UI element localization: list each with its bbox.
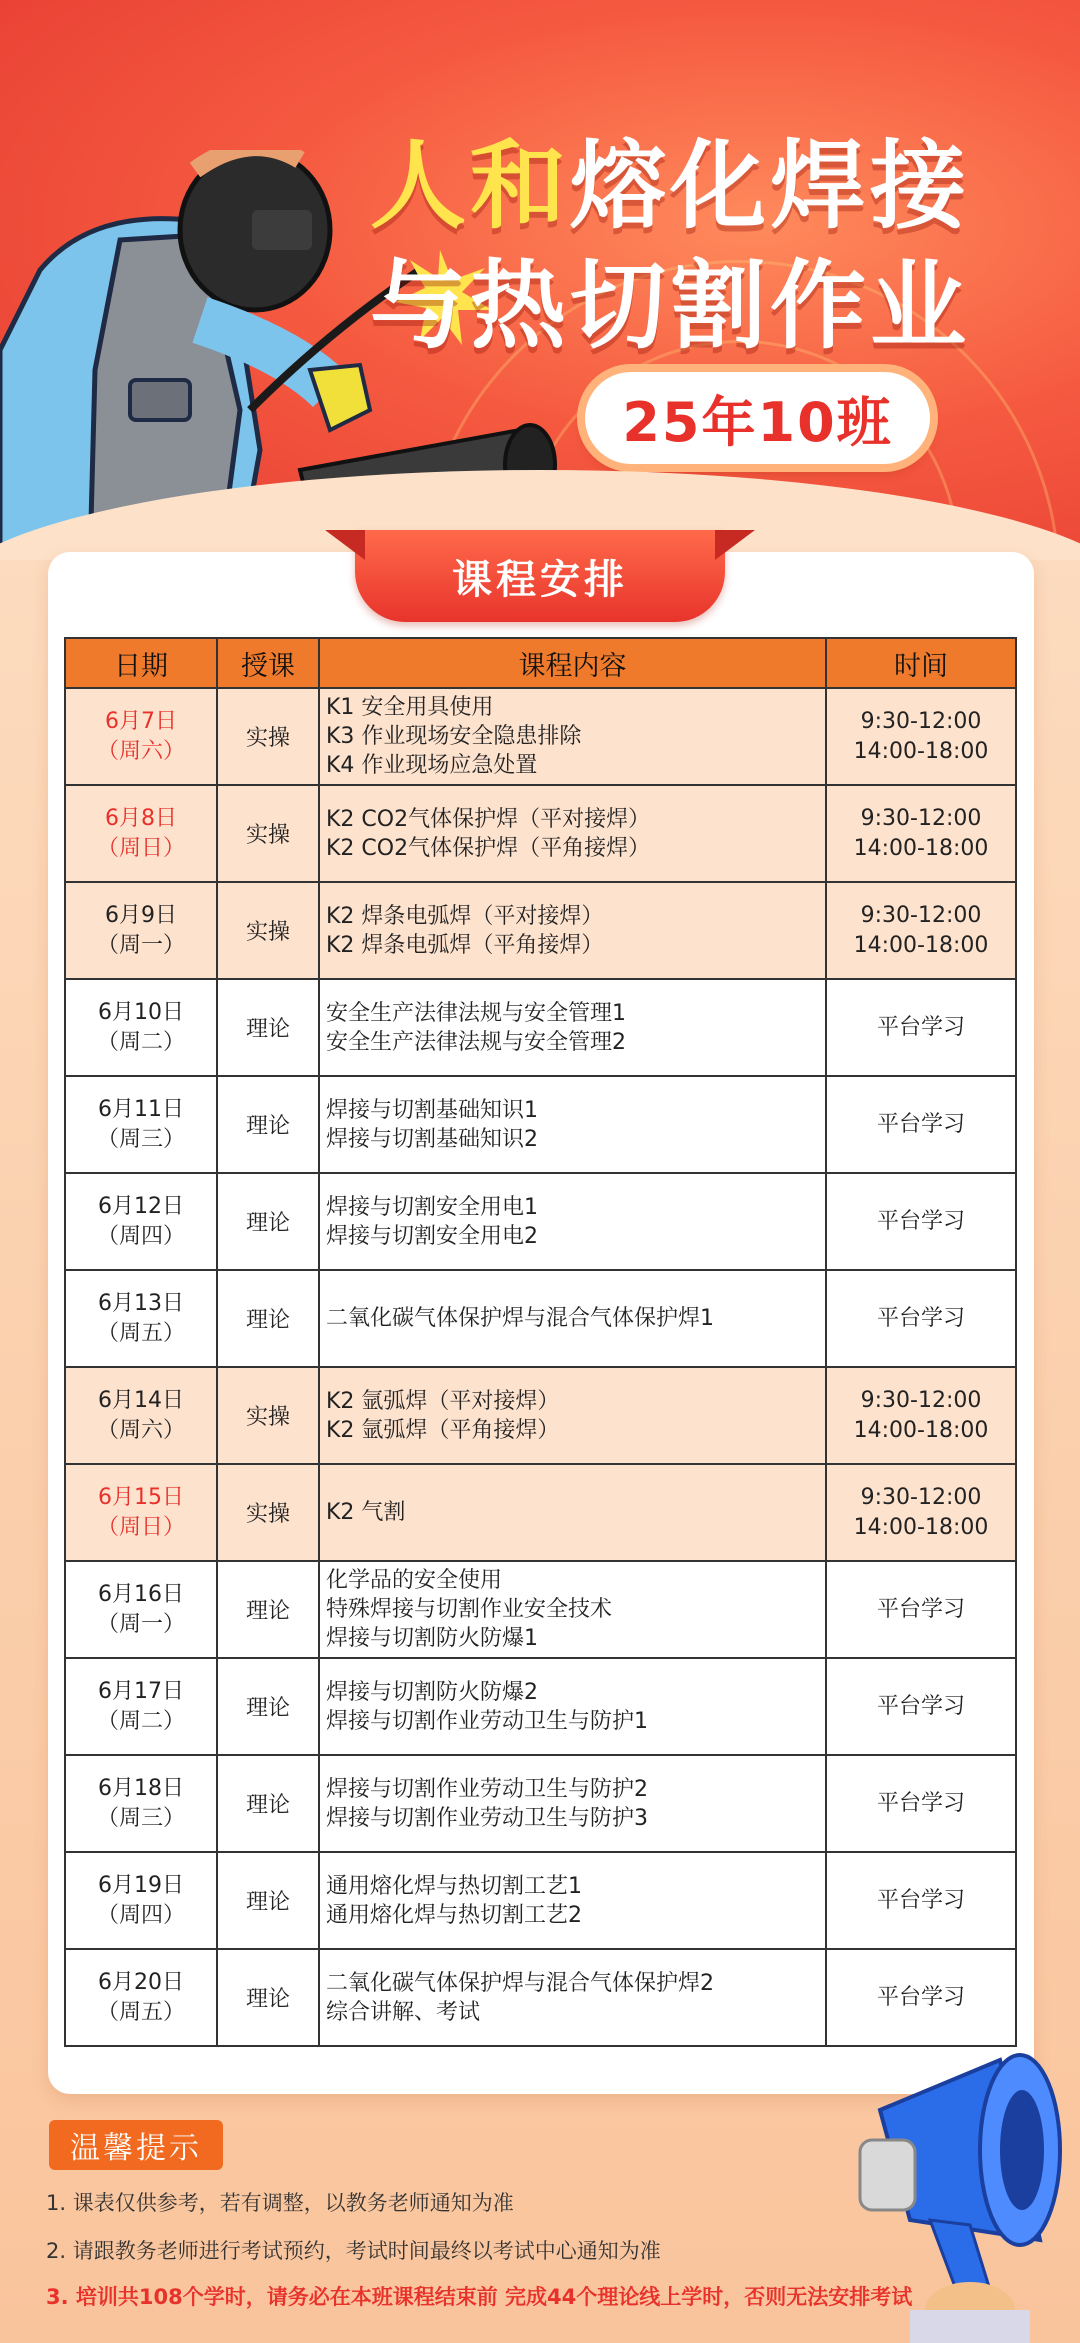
table-row bbox=[65, 1367, 1016, 1464]
row-date bbox=[65, 785, 217, 882]
row-time-line: 9:30-12:00 bbox=[860, 805, 982, 831]
row-time bbox=[826, 1076, 1016, 1173]
row-date-day: 6月10日 bbox=[98, 999, 184, 1025]
row-date-weekday: （周日） bbox=[96, 1514, 185, 1540]
row-time-line: 平台学习 bbox=[876, 1208, 965, 1234]
row-date-weekday: （周二） bbox=[96, 1708, 185, 1734]
table-row bbox=[65, 979, 1016, 1076]
row-content-line: K4 作业现场应急处置 bbox=[326, 753, 538, 778]
row-content-line: 安全生产法律法规与安全管理1 bbox=[326, 1000, 626, 1026]
table-row bbox=[65, 882, 1016, 979]
hero-title-rest: 熔化焊接 bbox=[570, 130, 970, 242]
column-header-time: 时间 bbox=[826, 638, 1016, 688]
tip-item-1: 1. 课表仅供参考，若有调整，以教务老师通知为准 bbox=[46, 2191, 514, 2215]
row-time-line: 平台学习 bbox=[876, 1111, 965, 1137]
row-time bbox=[826, 979, 1016, 1076]
row-type: 理论 bbox=[217, 979, 319, 1076]
row-time bbox=[826, 1464, 1016, 1561]
row-date-weekday: （周一） bbox=[96, 1611, 185, 1637]
row-content bbox=[319, 1464, 826, 1561]
row-time-line: 平台学习 bbox=[876, 1790, 965, 1816]
row-content-line: K1 安全用具使用 bbox=[326, 695, 494, 720]
row-content-line: K2 焊条电弧焊（平角接焊） bbox=[326, 932, 604, 958]
row-date-day: 6月12日 bbox=[98, 1193, 184, 1219]
row-date bbox=[65, 1561, 217, 1658]
row-content bbox=[319, 882, 826, 979]
row-date bbox=[65, 688, 217, 785]
row-date-day: 6月7日 bbox=[105, 708, 177, 734]
row-date bbox=[65, 1270, 217, 1367]
row-content bbox=[319, 1852, 826, 1949]
row-content-line: 特殊焊接与切割作业安全技术 bbox=[326, 1597, 613, 1622]
row-date-weekday: （周日） bbox=[96, 835, 185, 861]
row-date-day: 6月13日 bbox=[98, 1290, 184, 1316]
class-label-badge: 25年10班 bbox=[585, 372, 930, 464]
row-type: 理论 bbox=[217, 1658, 319, 1755]
row-date bbox=[65, 1755, 217, 1852]
row-date-day: 6月15日 bbox=[98, 1484, 184, 1510]
row-time-line: 平台学习 bbox=[876, 1984, 965, 2010]
row-type: 理论 bbox=[217, 1076, 319, 1173]
row-date-day: 6月16日 bbox=[98, 1581, 184, 1607]
table-row bbox=[65, 1173, 1016, 1270]
megaphone-icon bbox=[850, 2040, 1080, 2343]
row-time bbox=[826, 1755, 1016, 1852]
row-date bbox=[65, 1464, 217, 1561]
hero-banner bbox=[0, 0, 1080, 560]
row-time bbox=[826, 1270, 1016, 1367]
row-date bbox=[65, 979, 217, 1076]
row-time-line: 平台学习 bbox=[876, 1305, 965, 1331]
row-content-line: 焊接与切割作业劳动卫生与防护1 bbox=[326, 1708, 648, 1734]
row-time-line: 9:30-12:00 bbox=[860, 902, 982, 928]
row-content bbox=[319, 688, 826, 785]
row-type: 实操 bbox=[217, 785, 319, 882]
row-content-line: 焊接与切割作业劳动卫生与防护3 bbox=[326, 1805, 648, 1831]
table-row bbox=[65, 688, 1016, 785]
hero-title-line-2: 与热切割作业 bbox=[370, 250, 970, 362]
row-content-line: K2 焊条电弧焊（平对接焊） bbox=[326, 903, 604, 929]
row-type: 理论 bbox=[217, 1561, 319, 1658]
table-row bbox=[65, 785, 1016, 882]
row-content-line: 焊接与切割安全用电1 bbox=[326, 1194, 538, 1220]
row-time-line: 14:00-18:00 bbox=[853, 932, 989, 958]
row-content bbox=[319, 785, 826, 882]
row-date-day: 6月14日 bbox=[98, 1387, 184, 1413]
row-type: 理论 bbox=[217, 1755, 319, 1852]
row-time bbox=[826, 1173, 1016, 1270]
row-type: 理论 bbox=[217, 1852, 319, 1949]
column-header-content: 课程内容 bbox=[319, 638, 826, 688]
schedule-table bbox=[64, 637, 1017, 2047]
row-time bbox=[826, 785, 1016, 882]
tip-item-3: 3. 培训共108个学时，请务必在本班课程结束前 完成44个理论线上学时，否则无法安排考试 bbox=[46, 2285, 913, 2309]
table-row bbox=[65, 1076, 1016, 1173]
row-content-line: 焊接与切割基础知识2 bbox=[326, 1126, 538, 1152]
row-date-day: 6月18日 bbox=[98, 1775, 184, 1801]
row-date-day: 6月20日 bbox=[98, 1969, 184, 1995]
row-date bbox=[65, 1076, 217, 1173]
row-date-weekday: （周五） bbox=[96, 1320, 185, 1346]
row-content-line: 安全生产法律法规与安全管理2 bbox=[326, 1029, 626, 1055]
row-time bbox=[826, 1561, 1016, 1658]
row-content-line: 焊接与切割安全用电2 bbox=[326, 1223, 538, 1249]
tips-badge: 温馨提示 bbox=[49, 2120, 223, 2170]
row-type: 实操 bbox=[217, 882, 319, 979]
row-content-line: K2 氩弧焊（平对接焊） bbox=[326, 1388, 560, 1414]
row-content-line: 焊接与切割作业劳动卫生与防护2 bbox=[326, 1776, 648, 1802]
row-time-line: 9:30-12:00 bbox=[860, 1484, 982, 1510]
row-content bbox=[319, 1173, 826, 1270]
row-time-line: 9:30-12:00 bbox=[860, 708, 982, 734]
row-date bbox=[65, 882, 217, 979]
row-time bbox=[826, 1949, 1016, 2046]
row-date-weekday: （周四） bbox=[96, 1223, 185, 1249]
row-time bbox=[826, 1852, 1016, 1949]
row-content bbox=[319, 1367, 826, 1464]
row-content bbox=[319, 1658, 826, 1755]
row-date-weekday: （周六） bbox=[96, 1417, 185, 1443]
row-content-line: K2 氩弧焊（平角接焊） bbox=[326, 1417, 560, 1443]
row-date bbox=[65, 1852, 217, 1949]
row-time bbox=[826, 1367, 1016, 1464]
row-content bbox=[319, 1270, 826, 1367]
table-row bbox=[65, 1464, 1016, 1561]
row-time-line: 平台学习 bbox=[876, 1596, 965, 1622]
row-content-line: K2 CO2气体保护焊（平角接焊） bbox=[326, 835, 651, 861]
hero-title-accent: 人和 bbox=[370, 130, 570, 242]
row-time-line: 14:00-18:00 bbox=[853, 1514, 989, 1540]
row-type: 实操 bbox=[217, 688, 319, 785]
row-type: 实操 bbox=[217, 1367, 319, 1464]
table-row bbox=[65, 1658, 1016, 1755]
table-row bbox=[65, 1852, 1016, 1949]
row-content-line: 二氧化碳气体保护焊与混合气体保护焊1 bbox=[326, 1306, 714, 1331]
schedule-card-title: 课程安排 bbox=[355, 530, 725, 622]
row-content-line: 综合讲解、考试 bbox=[326, 1999, 481, 2025]
table-row bbox=[65, 1755, 1016, 1852]
row-time-line: 平台学习 bbox=[876, 1693, 965, 1719]
row-date-day: 6月19日 bbox=[98, 1872, 184, 1898]
column-header-date: 日期 bbox=[65, 638, 217, 688]
row-date-day: 6月11日 bbox=[98, 1096, 184, 1122]
row-date-weekday: （周四） bbox=[96, 1902, 185, 1928]
row-content-line: 通用熔化焊与热切割工艺2 bbox=[326, 1902, 582, 1928]
row-content bbox=[319, 1755, 826, 1852]
column-header-type: 授课 bbox=[217, 638, 319, 688]
row-content-line: 通用熔化焊与热切割工艺1 bbox=[326, 1873, 582, 1899]
row-date-weekday: （周一） bbox=[96, 932, 185, 958]
row-content-line: 焊接与切割防火防爆1 bbox=[326, 1626, 538, 1651]
row-date-weekday: （周三） bbox=[96, 1805, 185, 1831]
row-time-line: 平台学习 bbox=[876, 1887, 965, 1913]
row-date-weekday: （周二） bbox=[96, 1029, 185, 1055]
row-time-line: 14:00-18:00 bbox=[853, 1417, 989, 1443]
row-content-line: 化学品的安全使用 bbox=[326, 1568, 503, 1593]
table-row bbox=[65, 1561, 1016, 1658]
row-date-weekday: （周三） bbox=[96, 1126, 185, 1152]
row-time bbox=[826, 1658, 1016, 1755]
row-type: 理论 bbox=[217, 1270, 319, 1367]
row-content bbox=[319, 1949, 826, 2046]
row-type: 实操 bbox=[217, 1464, 319, 1561]
row-date-weekday: （周五） bbox=[96, 1999, 185, 2025]
row-date bbox=[65, 1173, 217, 1270]
row-date-day: 6月9日 bbox=[105, 902, 177, 928]
table-row bbox=[65, 1949, 1016, 2046]
row-content-line: K2 气割 bbox=[326, 1500, 406, 1525]
table-row bbox=[65, 1270, 1016, 1367]
row-content-line: 焊接与切割防火防爆2 bbox=[326, 1679, 538, 1705]
row-date bbox=[65, 1949, 217, 2046]
row-content-line: K2 CO2气体保护焊（平对接焊） bbox=[326, 806, 651, 832]
row-time bbox=[826, 688, 1016, 785]
row-time-line: 14:00-18:00 bbox=[853, 738, 989, 764]
row-time-line: 14:00-18:00 bbox=[853, 835, 989, 861]
row-date-weekday: （周六） bbox=[96, 738, 185, 764]
row-date-day: 6月17日 bbox=[98, 1678, 184, 1704]
row-date-day: 6月8日 bbox=[105, 805, 177, 831]
row-time bbox=[826, 882, 1016, 979]
schedule-header-row bbox=[65, 638, 1016, 688]
tip-item-2: 2. 请跟教务老师进行考试预约，考试时间最终以考试中心通知为准 bbox=[46, 2239, 661, 2263]
row-type: 理论 bbox=[217, 1173, 319, 1270]
row-content-line: 焊接与切割基础知识1 bbox=[326, 1097, 538, 1123]
row-content bbox=[319, 1076, 826, 1173]
row-date bbox=[65, 1367, 217, 1464]
row-type: 理论 bbox=[217, 1949, 319, 2046]
row-date bbox=[65, 1658, 217, 1755]
row-content bbox=[319, 1561, 826, 1658]
row-content-line: K3 作业现场安全隐患排除 bbox=[326, 724, 582, 749]
row-time-line: 平台学习 bbox=[876, 1014, 965, 1040]
hero-title-line-1 bbox=[370, 110, 970, 247]
row-time-line: 9:30-12:00 bbox=[860, 1387, 982, 1413]
row-content-line: 二氧化碳气体保护焊与混合气体保护焊2 bbox=[326, 1970, 714, 1996]
row-content bbox=[319, 979, 826, 1076]
